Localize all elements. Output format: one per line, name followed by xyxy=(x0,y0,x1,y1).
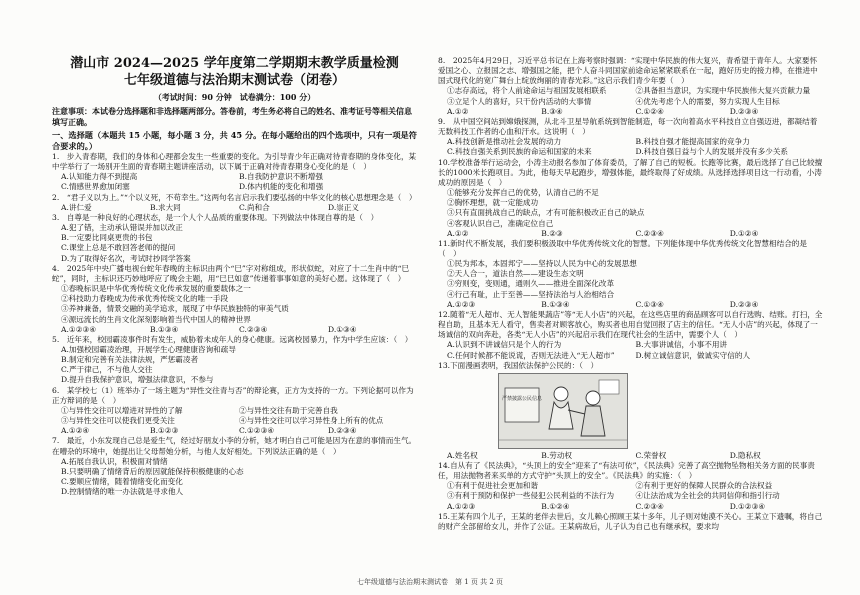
question-stem: 13.下面漫画表明，我国依法保护公民的：（ ） xyxy=(438,360,599,370)
option-a: A.①②③④ xyxy=(61,324,97,334)
option-d: D.控制情绪的唯一办法就是寻求他人 xyxy=(61,487,184,497)
question-8 xyxy=(438,56,824,117)
option-d: D.科技自强日益与个人的发展并没有多少关系 xyxy=(635,147,789,157)
question-stem: 6. 某学校七（1）班举办了一场主题为“异性交往青与否”的辩论赛，正方为支持的一方。下列论据可以作为正方辩词的是（ ） xyxy=(52,385,414,405)
question-1 xyxy=(52,152,417,193)
option-a: A.犯了错，主动承认错误并加以改正 xyxy=(61,223,183,233)
question-5 xyxy=(52,335,417,386)
option-c: C.荣誉权 xyxy=(635,450,667,460)
statement-4: ④与异性交往可以学习异性身上所有的优点 xyxy=(239,416,384,426)
exam-title: 潜山市 2024—2025 学年度第二学期期末教学质量检测 xyxy=(70,56,399,71)
option-b: B.①③④ xyxy=(541,299,570,309)
option-c: C.情感世界愈加闭塞 xyxy=(61,182,130,192)
section-heading: 一、选择题（本题共 15 小题，每小题 3 分，共 45 分。在每小题给出的四个选项中，只有一项是符合要求的。） xyxy=(52,130,417,151)
statement-4: ④客观认识自己，准确定位自己 xyxy=(447,218,554,228)
question-13 xyxy=(438,361,824,461)
option-d: D.提升自我保护意识，增强法律意识，不参与 xyxy=(61,375,214,385)
option-a: A.①②④ xyxy=(61,426,90,436)
cartoon-image xyxy=(498,373,628,449)
option-d: D.隐私权 xyxy=(729,450,761,460)
statement-1: ①志存高远，将个人前途命运与祖国发展相联系 xyxy=(447,86,607,96)
statement-3: ③只有直面挑战自己的缺点，才有可能积极改正自己的缺点 xyxy=(447,208,645,218)
question-6 xyxy=(52,386,417,437)
question-12 xyxy=(438,310,824,361)
option-a: A.姓名权 xyxy=(447,450,478,460)
option-b: B.①②④ xyxy=(541,501,570,511)
option-c: C.任何时候都不能说谎，否则无法进入“无人超市” xyxy=(447,350,615,360)
option-c: C.严于律己，不与他人交往 xyxy=(61,365,153,375)
option-d: D.树立诚信意识，做诚实守信的人 xyxy=(635,350,751,360)
option-d: D.①②③④ xyxy=(729,501,766,511)
cartoon-sign-text: 严禁披露公民信息 xyxy=(501,395,543,402)
option-c: C.课堂上总是不敢回答老师的提问 xyxy=(61,243,176,253)
page-footer: 七年级道德与法治期末测试卷 第 1 页 共 2 页 xyxy=(356,578,504,586)
option-a: A.①② xyxy=(447,228,469,238)
option-a: A.①②③ xyxy=(447,299,476,309)
option-a: A.①②③ xyxy=(447,501,476,511)
statement-2: ②与异性交往有助于完善自我 xyxy=(239,405,338,415)
option-a: A.认识到不讲诚信只是个人的行为 xyxy=(447,340,562,350)
option-d: D.②③④ xyxy=(729,106,759,116)
question-2 xyxy=(52,193,417,213)
question-14 xyxy=(438,461,824,512)
option-c: C.②③④ xyxy=(239,324,268,334)
option-c: C.①③④ xyxy=(635,299,664,309)
option-d: D.①②④ xyxy=(729,228,759,238)
option-c: C.①②③④ xyxy=(239,426,275,436)
question-stem: 2. “君子义以为上。”“个以义死，不苟幸生。”这两句名言启示我们要弘扬的中华文化的核心思想理念是（ ） xyxy=(52,192,417,202)
option-c: C.②③④ xyxy=(635,228,664,238)
left-column xyxy=(52,54,417,497)
statement-4: ④行己有耻，止于至善——坚持法治与人治相结合 xyxy=(447,289,615,299)
notice: 注意事项：本试卷分选择题和非选择题两部分。答卷前，考生务必将自己的姓名、准考证号等相关信息填写正确。 xyxy=(52,106,412,127)
option-d: D.②③④ xyxy=(729,299,759,309)
option-d: D.体内机能的变化和增强 xyxy=(239,182,324,192)
question-stem: 3. 自尊是一种良好的心理状态，是一个人个人品质的重要体现。下列做法中体现自尊的是（ ） xyxy=(52,212,379,222)
statement-1: ①能够充分发挥自己的优势，认清自己的不足 xyxy=(447,188,599,198)
option-b: B.自我防护意识不断增强 xyxy=(239,172,323,182)
option-d: D.崇正义 xyxy=(328,202,360,212)
statement-3: ③立足个人的喜好，只干份内活动的大事情 xyxy=(447,96,592,106)
option-c: C.尚和合 xyxy=(239,202,270,212)
question-stem: 9. 从中国空间站到嫦娥探测，从北斗卫星导航系统到智能制造，每一次向着高水平科技自立自强迈进，都凝结着无数科技工作者的心血和汗水。这说明（ ） xyxy=(438,116,818,137)
option-a: A.拓展自我认识，积极面对情绪 xyxy=(61,456,168,466)
statement-2: ②有利于更好的保障人民群众的合法权益 xyxy=(635,481,773,491)
statement-2: ②天人合一，道法自然——建设生态文明 xyxy=(447,269,584,279)
cartoon-illustration xyxy=(499,374,627,448)
option-b: B.①②③ xyxy=(150,426,179,436)
statement-3: ③穷则变，变则通，通则久——推进全面深化改革 xyxy=(447,279,615,289)
option-c: C.①②④ xyxy=(635,106,664,116)
option-c: C.②③④ xyxy=(635,501,664,511)
statement-1: ①有利于促进社会更加和谐 xyxy=(447,481,539,491)
question-stem: 15.王某有四个儿子，王某的老伴去世后，女儿赖心照顾王某十多年，儿子则对她漠不关心。王某立下遗嘱，将自己的财产全部留给女儿，并作了公证。王某病故后，儿子认为自己也有继承权，要求均 xyxy=(438,511,823,531)
statement-4: ④源远流长的生肖文化深刻影响着当代中国人的精神世界 xyxy=(61,314,251,324)
question-stem: 5. 近年来，校园霸凌事件时有发生，威胁着未成年人的身心健康。远离校园暴力，作为中学生应该：（ ） xyxy=(52,334,413,344)
option-b: B.制定和完善有关法律法规，严惩霸凌者 xyxy=(61,355,199,365)
statement-3: ③养神兼备，情景交融的美学追求，展现了中华民族独特的审美气质 xyxy=(61,304,289,314)
option-a: A.认知能力得不到提高 xyxy=(61,172,138,182)
statement-3: ③与异性交往可以使我们更受关注 xyxy=(61,416,175,426)
exam-info: （考试时间：90 分钟 试卷满分：100 分） xyxy=(153,92,316,102)
option-d: D.为了取得好名次，考试时抄同学答案 xyxy=(61,253,191,263)
question-stem: 10.学校准备举行运动会，小涛主动报名参加了体育委员，了解了自己的短板。长跑等比赛，最后选择了自己比较擅长的1000米长跑项目。为此，他每天早起跑步，增强体能，最终取得了好成绩。从选择选择项目这一行动看，小涛成功的原因是（ ） xyxy=(438,157,823,187)
option-c: C.科技自强关系到民族的命运和国家的未来 xyxy=(447,147,592,157)
option-b: B.科技自强才能提高国家的竞争力 xyxy=(635,137,750,147)
statement-1: ①春晚标识是中华优秀传统文化传承发展的重要载体之一 xyxy=(61,284,251,294)
question-7 xyxy=(52,436,417,497)
question-stem: 12.随着“无人超市、无人智能果蔬店”等“无人小店”的兴起，在这些店里的商品顾客可以自行选购、结账。打扫，全程自助，且基本无人看守，售卖者对顾客放心，购买者也用自觉回报了店主的信任。“无人小店”的兴起，体现了一场诚信的双向奔赴，各类“无人小店”的兴起启示我们在现代社会的生活中，需要个人（ ） xyxy=(438,309,823,340)
option-a: A.加强校园霸凌治理，开展学生心理健康咨询和疏导 xyxy=(61,344,236,354)
option-b: B.②③ xyxy=(541,228,563,238)
option-b: B.劳动权 xyxy=(541,450,573,460)
question-stem: 4. 2025年中央广播电视台蛇年春晚的主标识由两个“巳”字对称组成，形状似蛇，对应了十二生肖中的“巳蛇”，同时，主标识还巧妙地呼应了晚会主题，用“巳巳如意”传递着事事如意的美好心愿。这体现了（ ） xyxy=(52,263,410,283)
statement-2: ②具备担当意识，为实现中华民族伟大复兴贡献力量 xyxy=(635,86,811,96)
statement-1: ①民为邦本，本固邦宁——坚持以人民为中心的发展思想 xyxy=(447,259,637,269)
question-stem: 14.自从有了《民法典》，“头顶上的安全”迎来了“有法可依”，《民法典》完善了高空抛物坠物相关务方面的民事责任，用法抛物者来买单的方式守护“头顶上的安全”。《民法典》的实施：（ ） xyxy=(438,461,815,481)
question-stem: 11.新时代不断发展，我们要积极汲取中华优秀传统文化的智慧。下列能体现中华优秀传统文化智慧相结合的是（ ） xyxy=(438,238,807,258)
statement-2: ②科技助力春晚成为传承优秀传统文化的唯一手段 xyxy=(61,294,229,304)
option-b: B.求大同 xyxy=(150,202,181,212)
option-b: B.③④ xyxy=(541,106,563,116)
option-d: D.②③④ xyxy=(328,426,357,436)
right-column xyxy=(438,56,824,532)
option-b: B.大事讲诚信，小事不用讲 xyxy=(635,340,728,350)
statement-1: ①与异性交往可以增进对异性的了解 xyxy=(61,405,183,415)
question-4 xyxy=(52,264,417,335)
question-9 xyxy=(438,117,824,158)
option-b: B.只要明确了情绪背后的原因就能保持积极健康的心态 xyxy=(61,466,244,476)
option-d: D.①③④ xyxy=(328,324,357,334)
question-10 xyxy=(438,158,824,239)
question-11 xyxy=(438,239,824,310)
question-stem: 8. 2025年4月29日，习近平总书记在上海考察时强调：“实现中华民族的伟大复兴，青希望于青年人。大家要怀爱国之心、立报国之志、增强国之能，把个人奋斗同国家前途命运紧紧联系在一起，跑好历史的接力棒，在推进中国式现代化的宽广舞台上绽放绚丽的青春光彩。”这启示我们青少年要（ ） xyxy=(438,56,818,86)
option-c: C.要顺应情绪，随着情绪变化而变化 xyxy=(61,477,183,486)
exam-subtitle: 七年级道德与法治期末测试卷（闭卷） xyxy=(123,73,345,88)
statement-4: ④让法治成为全社会的共同信仰和指引行动 xyxy=(635,491,780,501)
option-b: B.①③④ xyxy=(150,324,179,334)
option-b: B.一定要比同桌更贵的书包 xyxy=(61,233,153,243)
option-a: A.科技创新是推动社会发展的动力 xyxy=(447,137,562,147)
statement-2: ②胸怀理想，就一定能成功 xyxy=(447,198,539,208)
statement-3: ③有利于预防和保护一些侵犯公民利益的不法行为 xyxy=(447,491,615,501)
option-a: A.①② xyxy=(447,106,469,116)
question-stem: 1. 步入青春期，我们的身体和心理都会发生一些重要的变化。为引导青少年正确对待青春期的身体变化，某中学举行了一场别开生面的青春期主题讲座活动，以下属于正确对待青春期身心变化的是（ ） xyxy=(52,152,417,172)
question-3 xyxy=(52,213,417,264)
option-a: A.讲仁爱 xyxy=(61,202,92,212)
question-stem: 7. 最近，小东发现自己总是爱生气，经过好朋友小李的分析，她才明白自己可能是因为在意的事情而生气。在嘈杂的环境中，她提出让父母帮她分析，与他人友好相处。下列说法正确的是（ ） xyxy=(52,436,417,456)
statement-4: ④优先考虑个人的需要，努力实现人生目标 xyxy=(635,96,780,106)
question-15 xyxy=(438,512,824,532)
